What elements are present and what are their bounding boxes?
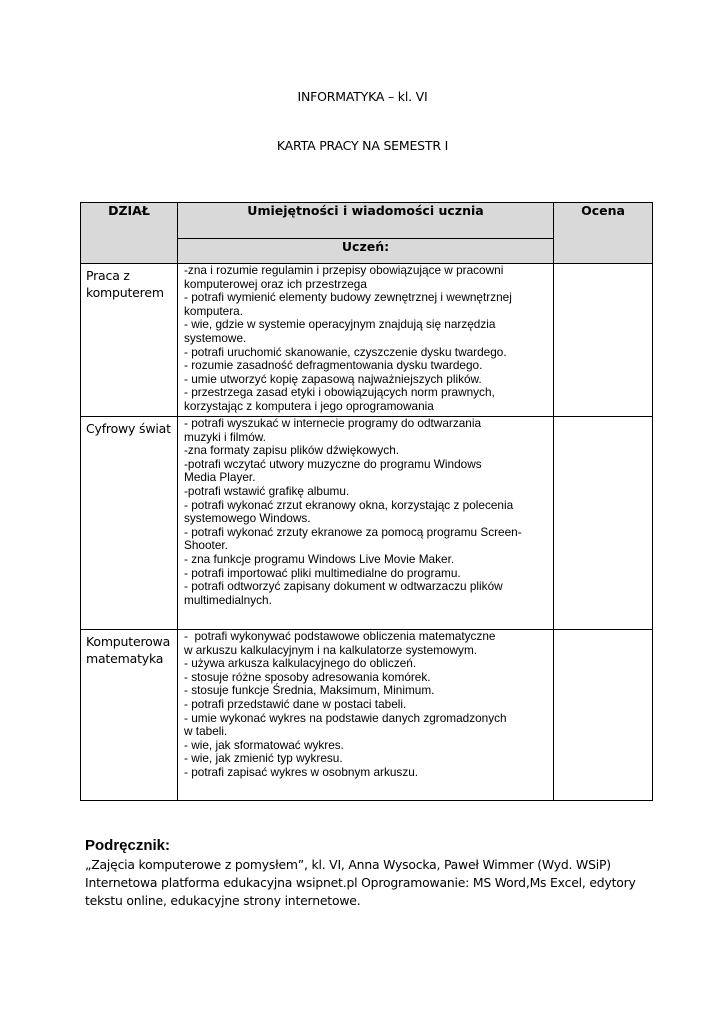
skill-line: korzystając z komputera i jego oprogramowania (184, 398, 434, 413)
skill-line: - potrafi odtworzyć zapisany dokument w odtwarzaczu plików (184, 579, 503, 594)
skill-line: - potrafi wyszukać w internecie programy do odtwarzania (184, 416, 482, 430)
skill-line: - potrafi przedstawić dane w postaci tabeli. (184, 696, 407, 711)
skills-cell (178, 417, 554, 630)
skill-line: - stosuje funkcje Średnia, Maksimum, Minimum. (184, 683, 435, 698)
textbook-heading: Podręcznik: (85, 837, 171, 854)
header-umiejetnosci: Umiejętności i wiadomości ucznia (178, 203, 554, 239)
skill-line: multimedialnych. (184, 592, 272, 607)
section-cell (81, 630, 178, 801)
skill-line: - potrafi wykonywać podstawowe obliczenia matematyczne (184, 629, 496, 643)
skills-cell (178, 630, 554, 801)
section-name-line: matematyka (86, 651, 164, 666)
skill-line: - umie utworzyć kopię zapasową najważniejszych plików. (184, 371, 482, 386)
work-card-table (80, 202, 653, 801)
skill-line: - wie, jak sformatować wykres. (184, 737, 344, 752)
skill-line: - wie, jak zmienić typ wykresu. (184, 751, 343, 766)
textbook-line: Internetowa platforma edukacyjna wsipnet.pl Oprogramowanie: MS Word,Ms Excel, edytory (85, 875, 636, 890)
skill-line: - potrafi wykonać zrzuty ekranowe za pomocą programu Screen- (184, 524, 522, 539)
grade-cell[interactable] (554, 417, 653, 630)
skill-line: w arkuszu kalkulacyjnym i na kalkulatorze systemowym. (184, 642, 478, 657)
document-subtitle: KARTA PRACY NA SEMESTR I (276, 138, 449, 153)
section-name-line: Komputerowa (86, 634, 171, 649)
table-row (81, 630, 653, 801)
skill-line: - wie, gdzie w systemie operacyjnym znajdują się narzędzia (184, 317, 496, 332)
textbook-line: tekstu online, edukacyjne strony internetowe. (85, 893, 361, 908)
skill-line: - potrafi zapisać wykres w osobnym arkuszu. (184, 764, 419, 779)
grade-cell[interactable] (554, 630, 653, 801)
skill-line: -zna i rozumie regulamin i przepisy obowiązujące w pracowni (184, 263, 504, 277)
skill-line: - używa arkusza kalkulacyjnego do obliczeń. (184, 656, 417, 671)
skill-line: komputera. (184, 303, 244, 318)
section-name-line: Praca z (86, 268, 130, 283)
skill-line: systemowe. (184, 330, 247, 345)
skill-line: -potrafi wstawić grafikę albumu. (184, 483, 350, 498)
section-name-line: komputerem (86, 285, 164, 300)
skill-line: -potrafi wczytać utwory muzyczne do programu Windows (184, 456, 482, 471)
skill-line: - zna funkcje programu Windows Live Movie Maker. (184, 551, 455, 566)
section-cell (81, 264, 178, 417)
textbook-line: „Zajęcia komputerowe z pomysłem”, kl. VI, Anna Wysocka, Paweł Wimmer (Wyd. WSiP) (85, 857, 611, 872)
skill-line: - potrafi importować pliki multimedialne do programu. (184, 565, 461, 580)
skill-line: - stosuje różne sposoby adresowania komórek. (184, 669, 431, 684)
skill-line: Media Player. (184, 470, 256, 485)
skill-line: komputerowej oraz ich przestrzega (184, 276, 367, 291)
skill-line: muzyki i filmów. (184, 429, 266, 444)
document-title: INFORMATYKA – kl. VI (297, 89, 428, 104)
section-name-line: Cyfrowy świat (86, 421, 171, 436)
table-row (81, 264, 653, 417)
skill-line: w tabeli. (184, 724, 228, 739)
skill-line: -zna formaty zapisu plików dźwiękowych. (184, 443, 400, 458)
header-ocena: Ocena (554, 203, 653, 264)
skill-line: - potrafi uruchomić skanowanie, czyszczenie dysku twardego. (184, 344, 507, 359)
skill-line: - potrafi wykonać zrzut ekranowy okna, korzystając z polecenia (184, 497, 514, 512)
skills-cell (178, 264, 554, 417)
skill-line: - umie wykonać wykres na podstawie danych zgromadzonych (184, 710, 507, 725)
table-row (81, 417, 653, 630)
section-cell (81, 417, 178, 630)
skill-line: - przestrzega zasad etyki i obowiązujących norm prawnych, (184, 385, 495, 400)
skill-line: - potrafi wymienić elementy budowy zewnętrznej i wewnętrznej (184, 290, 512, 305)
skill-line: systemowego Windows. (184, 511, 311, 526)
header-dzial: DZIAŁ (81, 203, 178, 264)
skill-line: - rozumie zasadność defragmentowania dysku twardego. (184, 358, 483, 373)
textbook-info (85, 856, 655, 910)
skill-line: Shooter. (184, 538, 228, 553)
grade-cell[interactable] (554, 264, 653, 417)
header-uczen: Uczeń: (178, 238, 554, 263)
